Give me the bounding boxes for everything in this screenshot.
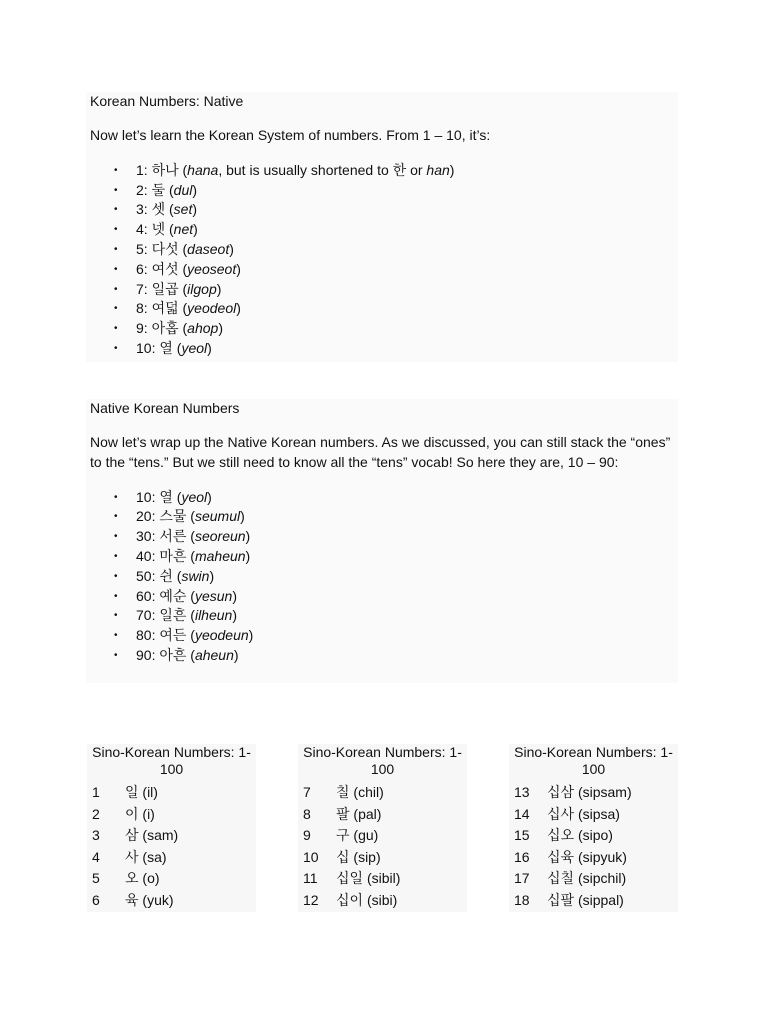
native-numbers-section (86, 92, 678, 362)
bullet-icon: • (114, 164, 118, 176)
list-item-text: 20: 스물 ( (136, 508, 195, 525)
romanization: seoreun (194, 528, 246, 545)
table-header-line2: 100 (370, 761, 395, 777)
list-item-text: ) (192, 181, 198, 198)
list-item-text: 4: 넷 ( (136, 221, 174, 238)
bullet-icon: • (114, 610, 118, 622)
bullet-icon: • (114, 649, 118, 661)
word-cell: 십사 (sipsa) (547, 805, 620, 822)
romanization: yesun (194, 587, 233, 604)
bullet-icon: • (114, 184, 118, 196)
list-item-text: ) (233, 646, 239, 663)
list-item-text: 50: 쉰 ( (136, 567, 182, 584)
number-cell: 5 (92, 870, 100, 887)
table-row (87, 804, 256, 826)
bullet-icon: • (114, 303, 118, 315)
number-cell: 6 (92, 891, 100, 908)
list-item-text: ) (449, 161, 455, 178)
list-item-text: 8: 여덟 ( (136, 300, 188, 317)
list-item (86, 488, 678, 508)
word-cell: 사 (sa) (125, 848, 167, 865)
bullet-icon: • (114, 224, 118, 236)
table-header-line2: 100 (159, 761, 184, 777)
list-item-text: ) (240, 508, 245, 525)
list-item-text: 10: 열 ( (136, 339, 182, 356)
romanization: han (426, 161, 450, 178)
sino-korean-table-3 (509, 744, 678, 912)
table-header (298, 744, 467, 782)
list-item-text: , but is usually shortened to 한 or (218, 161, 427, 178)
bullet-icon: • (114, 243, 118, 255)
romanization: yeol (181, 488, 208, 505)
romanization: ilgop (187, 280, 217, 297)
romanization: yeodeol (187, 300, 237, 317)
table-header-line2: 100 (581, 761, 606, 777)
table-row (298, 825, 467, 847)
table-header-line1: Sino-Korean Numbers: 1- (92, 744, 251, 760)
number-cell: 13 (514, 784, 530, 800)
list-item-text: 60: 예순 ( (136, 587, 195, 604)
table-row (87, 847, 256, 869)
romanization: yeodeun (194, 627, 249, 644)
list-item-text: 7: 일곱 ( (136, 280, 188, 297)
romanization: seumul (194, 508, 241, 525)
list-item-text: 2: 둘 ( (136, 181, 174, 198)
romanization: set (173, 201, 193, 218)
word-cell: 칠 (chil) (336, 784, 384, 800)
list-item-text: 90: 아흔 ( (136, 646, 195, 663)
table-row (509, 825, 678, 847)
list-item-text: ) (229, 240, 234, 257)
word-cell: 십오 (sipo) (547, 827, 613, 844)
word-cell: 십삼 (sipsam) (547, 784, 632, 800)
native-numbers-list (86, 161, 678, 359)
list-item (86, 319, 678, 339)
bullet-icon: • (114, 263, 118, 275)
word-cell: 십팔 (sippal) (547, 891, 624, 908)
table-row (298, 868, 467, 890)
romanization: swin (181, 567, 210, 584)
list-item-text: 9: 아홉 ( (136, 320, 188, 337)
list-item (86, 260, 678, 280)
table-header-line1: Sino-Korean Numbers: 1- (514, 744, 673, 760)
list-item (86, 527, 678, 547)
romanization: yeoseot (187, 260, 237, 277)
romanization: dul (173, 181, 193, 198)
list-item (86, 220, 678, 240)
number-cell: 14 (514, 805, 530, 822)
bullet-icon: • (114, 511, 118, 523)
table-header-line1: Sino-Korean Numbers: 1- (303, 744, 462, 760)
number-cell: 9 (303, 827, 311, 844)
list-item-text: ) (232, 607, 237, 624)
number-cell: 12 (303, 891, 319, 908)
number-cell: 18 (514, 891, 530, 908)
list-item-text: ) (207, 488, 212, 505)
list-item-text: ) (232, 587, 237, 604)
native-tens-section (86, 399, 678, 683)
list-item (86, 280, 678, 300)
list-item-text: ) (236, 260, 241, 277)
romanization: yeol (181, 339, 208, 356)
romanization: maheun (194, 547, 246, 564)
list-item (86, 567, 678, 587)
list-item (86, 626, 678, 646)
list-item-text: ) (207, 339, 212, 356)
bullet-icon: • (114, 204, 118, 216)
list-item (86, 240, 678, 260)
bullet-icon: • (114, 283, 118, 295)
number-cell: 10 (303, 848, 319, 865)
number-cell: 1 (92, 784, 100, 800)
table-row (298, 804, 467, 826)
number-cell: 8 (303, 805, 311, 822)
word-cell: 이 (i) (125, 805, 155, 822)
number-cell: 2 (92, 805, 100, 822)
word-cell: 십칠 (sipchil) (547, 870, 627, 887)
word-cell: 십 (sip) (336, 848, 381, 865)
section-heading: Native Korean Numbers (90, 400, 240, 416)
bullet-icon: • (114, 342, 118, 354)
romanization: ilheun (194, 607, 233, 624)
intro-paragraph: Now let’s wrap up the Native Korean numbers. As we discussed, you can still stack the “ones” to the “tens.” But we still need to know all the “tens” vocab! So here they are, 10 – 90: (90, 434, 671, 470)
number-cell: 17 (514, 870, 530, 887)
bullet-icon: • (114, 491, 118, 503)
list-item (86, 200, 678, 220)
romanization: ahop (187, 320, 219, 337)
word-cell: 오 (o) (125, 870, 160, 887)
list-item (86, 181, 678, 201)
word-cell: 일 (il) (125, 784, 158, 800)
word-cell: 십이 (sibi) (336, 891, 398, 908)
list-item-text: 40: 마흔 ( (136, 547, 195, 564)
list-item (86, 507, 678, 527)
native-tens-list (86, 488, 678, 666)
number-cell: 15 (514, 827, 530, 844)
number-cell: 4 (92, 848, 100, 865)
list-item-text: 5: 다섯 ( (136, 240, 188, 257)
table-row (509, 782, 678, 804)
list-item (86, 646, 678, 666)
word-cell: 삼 (sam) (125, 827, 179, 844)
list-item-text: ) (193, 221, 198, 238)
section-heading: Korean Numbers: Native (90, 93, 244, 109)
table-row (298, 847, 467, 869)
word-cell: 육 (yuk) (125, 891, 174, 908)
word-cell: 구 (gu) (336, 827, 379, 844)
list-item (86, 161, 678, 181)
bullet-icon: • (114, 323, 118, 335)
list-item-text: ) (218, 320, 223, 337)
number-cell: 3 (92, 827, 100, 844)
table-row (87, 825, 256, 847)
sino-korean-table-1 (87, 744, 256, 912)
list-item-text: 30: 서른 ( (136, 528, 195, 545)
number-cell: 11 (303, 870, 318, 887)
list-item-text: ) (216, 280, 222, 297)
bullet-icon: • (114, 531, 118, 543)
list-item-text: 70: 일흔 ( (136, 607, 195, 624)
table-row (298, 782, 467, 804)
list-item-text: 6: 여섯 ( (136, 260, 188, 277)
list-item-text: ) (209, 567, 215, 584)
romanization: daseot (187, 240, 230, 257)
list-item-text: ) (192, 201, 198, 218)
romanization: aheun (194, 646, 234, 663)
sino-korean-table-2 (298, 744, 467, 912)
list-item (86, 606, 678, 626)
romanization: hana (187, 161, 219, 178)
list-item (86, 587, 678, 607)
list-item-text: 3: 셋 ( (136, 201, 174, 218)
list-item (86, 299, 678, 319)
word-cell: 팔 (pal) (336, 805, 382, 822)
number-cell: 16 (514, 848, 530, 865)
bullet-icon: • (114, 630, 118, 642)
list-item-text: ) (248, 627, 254, 644)
bullet-icon: • (114, 590, 118, 602)
list-item-text: 1: 하나 ( (136, 161, 188, 178)
romanization: net (173, 221, 194, 238)
table-row (509, 890, 678, 912)
number-cell: 7 (303, 784, 311, 800)
list-item-text: ) (236, 300, 241, 317)
table-row (87, 890, 256, 912)
list-item-text: ) (245, 547, 251, 564)
table-header (87, 744, 256, 782)
list-item-text: ) (245, 528, 251, 545)
table-row (509, 804, 678, 826)
table-header (509, 744, 678, 782)
word-cell: 십일 (sibil) (336, 870, 401, 887)
table-row (509, 847, 678, 869)
table-row (298, 890, 467, 912)
list-item (86, 339, 678, 359)
bullet-icon: • (114, 570, 118, 582)
list-item-text: 80: 여든 ( (136, 627, 195, 644)
table-row (509, 868, 678, 890)
list-item-text: 10: 열 ( (136, 488, 182, 505)
list-item (86, 547, 678, 567)
table-row (87, 868, 256, 890)
table-row (87, 782, 256, 804)
intro-paragraph: Now let’s learn the Korean System of numbers. From 1 – 10, it’s: (90, 127, 491, 143)
word-cell: 십육 (sipyuk) (547, 848, 627, 865)
bullet-icon: • (114, 550, 118, 562)
